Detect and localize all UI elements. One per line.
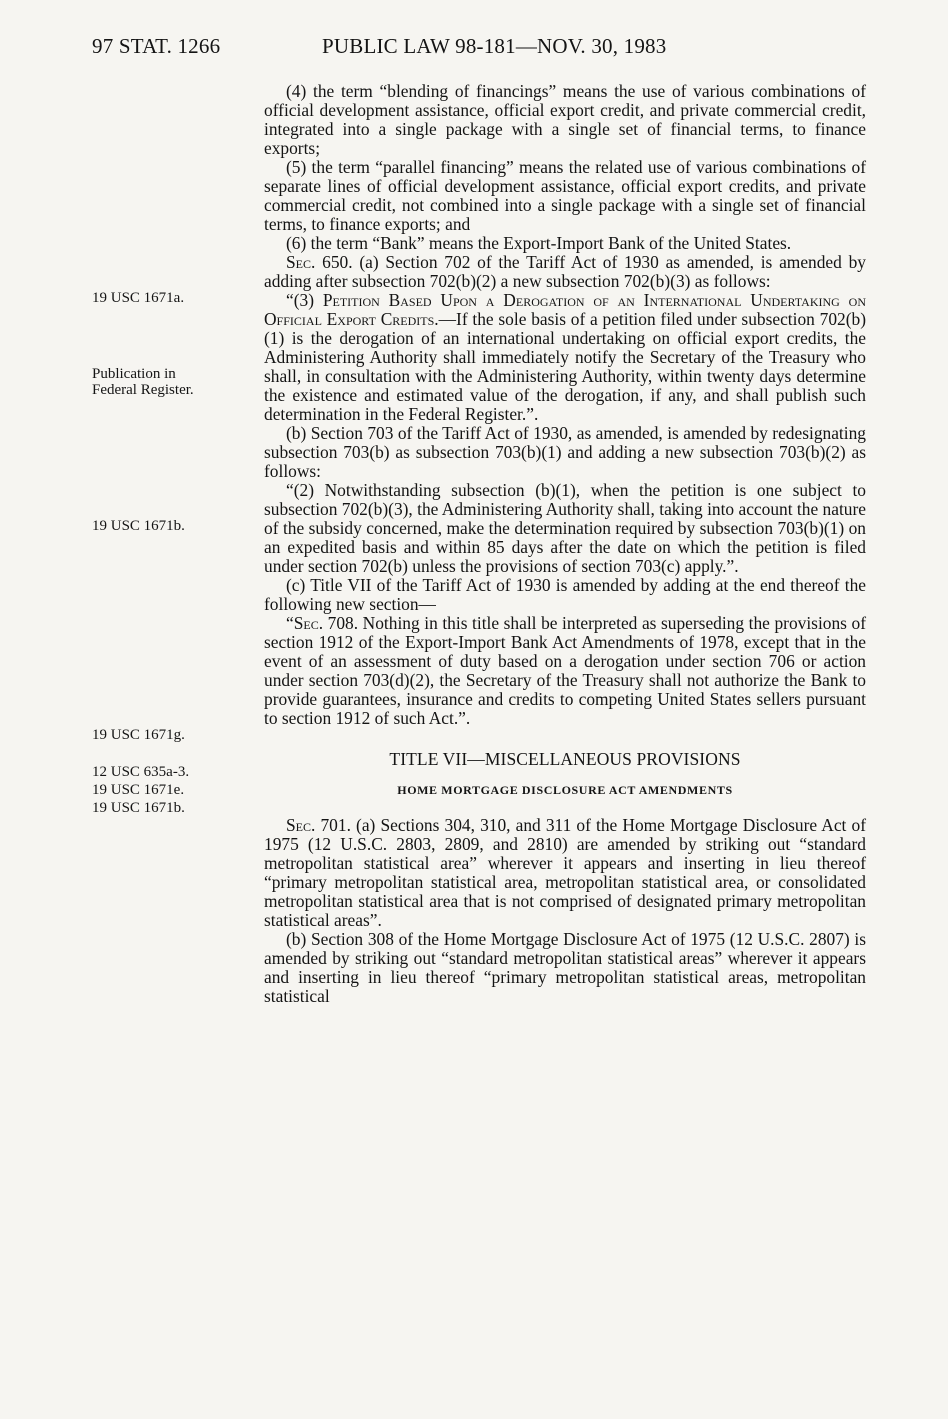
section-650-text: 650. (a) Section 702 of the Tariff Act of 1930 as amended, is amended by adding after subsection 702(b)(2) a new subsection 702(b)(3) as follows: xyxy=(264,252,866,291)
margin-note: Publication in Federal Register. xyxy=(92,366,194,398)
section-label: Sec. xyxy=(286,252,316,272)
definition-parallel: (5) the term “parallel financing” means the related use of various combinations of separate lines of official development assistance, official export credits, and private commercial credit, not combined into a single package with a single set of financial terms, to finance exports; and xyxy=(264,157,866,234)
subheading: HOME MORTGAGE DISCLOSURE ACT AMENDMENTS xyxy=(397,783,733,797)
section-label: Sec. xyxy=(286,815,316,835)
section-650b: (b) Section 703 of the Tariff Act of 1930, as amended, is amended by redesignating subsection 703(b) as subsection 703(b)(1) and adding a new subsection 703(b)(2) as follows: xyxy=(264,423,866,481)
subsection-heading: “(3) Petition Based Upon a Derogation of an International Undertaking on Official Export Credits. xyxy=(264,290,866,329)
title-heading: TITLE VII—MISCELLANEOUS PROVISIONS xyxy=(389,749,741,769)
definition-blending: (4) the term “blending of financings” means the use of various combinations of official development assistance, official export credit, and private commercial credit, integrated into a single package with a single set of financial terms, to finance exports; xyxy=(264,81,866,158)
section-708 xyxy=(264,614,866,728)
margin-note: 19 USC 1671g. xyxy=(92,727,185,743)
subsection-703b2: “(2) Notwithstanding subsection (b)(1), when the petition is one subject to subsection 702(b)(3), the Administering Authority shall, taking into account the nature of the subsidy concerned, make the determination required by subsection 703(b)(1) on an expedited basis and within 85 days after the date on which the petition is filed under section 702(b) unless the provisions of section 703(c) apply.”. xyxy=(264,480,866,576)
definition-bank: (6) the term “Bank” means the Export-Import Bank of the United States. xyxy=(286,233,792,253)
page-stat-citation: 97 STAT. 1266 xyxy=(92,34,221,58)
margin-note: 12 USC 635a-3. xyxy=(92,764,190,780)
section-650 xyxy=(264,253,866,291)
section-701b: (b) Section 308 of the Home Mortgage Disclosure Act of 1975 (12 U.S.C. 2807) is amended by striking out “standard metropolitan statistical areas” wherever it appears and inserting in lieu thereof “primary metropolitan statistical areas, metropolitan statistical xyxy=(264,929,866,1006)
statute-body xyxy=(264,82,866,1006)
section-label: “Sec. xyxy=(286,613,324,633)
subsection-702b3-text: —If the sole basis of a petition filed under subsection 702(b)(1) is the derogation of an international undertaking on official export credits, the Administering Authority shall immediately notify the Secretary of the Treasury who shall, in consultation with the Administering Authority, within twenty days determine the existence and estimated value of the derogation, if any, and shall publish such determination in the Federal Register.”. xyxy=(264,309,866,424)
section-650c: (c) Title VII of the Tariff Act of 1930 is amended by adding at the end thereof the following new section— xyxy=(264,575,866,614)
subsection-702b3 xyxy=(264,291,866,424)
section-701a xyxy=(264,816,866,930)
section-701a-text: 701. (a) Sections 304, 310, and 311 of the Home Mortgage Disclosure Act of 1975 (12 U.S.C. 2803, 2809, and 2810) are amended by striking out “standard metropolitan statistical area” wherever it appears and inserting in lieu thereof “primary metropolitan statistical area, metropolitan statistical area, or consolidated metropolitan statistical area that is not comprised of designated primary metropolitan statistical areas”. xyxy=(264,815,866,930)
margin-note: 19 USC 1671a. xyxy=(92,290,185,306)
margin-note: 19 USC 1671e. xyxy=(92,782,185,798)
page-running-header: PUBLIC LAW 98-181—NOV. 30, 1983 xyxy=(322,34,667,58)
margin-note: 19 USC 1671b. xyxy=(92,518,185,534)
margin-note: 19 USC 1671b. xyxy=(92,800,185,816)
section-708-text: 708. Nothing in this title shall be interpreted as superseding the provisions of section 1912 of the Export-Import Bank Act Amendments of 1978, except that in the event of an assessment of duty based on a derogation under section 706 or action under section 703(d)(2), the Secretary of the Treasury shall not authorize the Bank to provide guarantees, insurance and credits to competing United States sellers pursuant to section 1912 of such Act.”. xyxy=(264,613,866,728)
